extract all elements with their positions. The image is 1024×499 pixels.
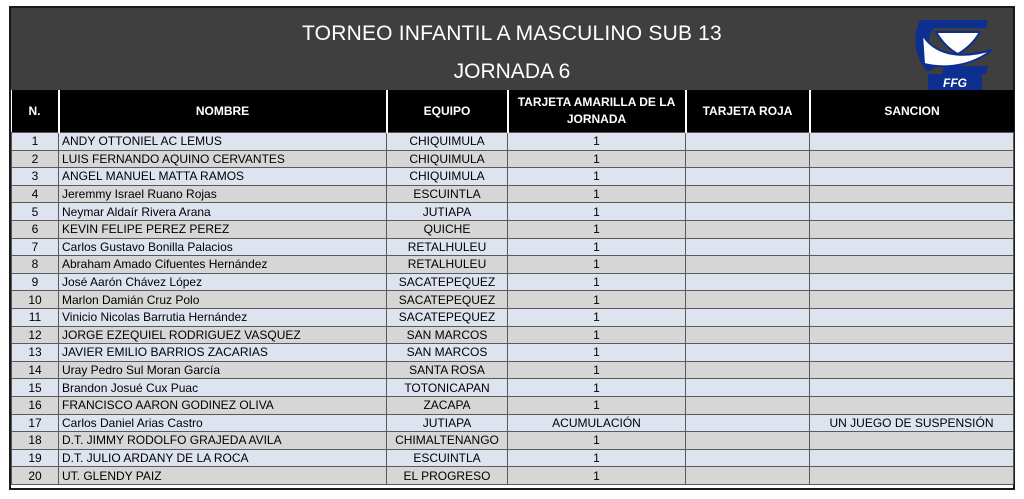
cell-tarjeta-roja — [686, 133, 810, 151]
cell-tarjeta-amarilla: 1 — [508, 308, 686, 326]
table-row — [12, 256, 1014, 274]
cell-number: 10 — [12, 291, 59, 309]
cell-tarjeta-roja — [686, 273, 810, 291]
cell-sancion — [810, 220, 1014, 238]
table-row — [12, 467, 1014, 485]
cell-tarjeta-amarilla: 1 — [508, 326, 686, 344]
cell-sancion — [810, 238, 1014, 256]
cell-number: 2 — [12, 150, 59, 168]
cell-sancion: UN JUEGO DE SUSPENSIÓN — [810, 414, 1014, 432]
header-banner — [11, 8, 1013, 90]
cell-number: 16 — [12, 396, 59, 414]
sanctions-sheet — [9, 6, 1015, 490]
cell-tarjeta-amarilla: 1 — [508, 203, 686, 221]
cell-tarjeta-amarilla: 1 — [508, 344, 686, 362]
cell-sancion — [810, 256, 1014, 274]
cell-tarjeta-amarilla: 1 — [508, 467, 686, 485]
cell-tarjeta-roja — [686, 414, 810, 432]
cell-number: 8 — [12, 256, 59, 274]
cell-tarjeta-roja — [686, 168, 810, 186]
cell-sancion — [810, 150, 1014, 168]
cell-equipo: JUTIAPA — [387, 414, 508, 432]
cell-tarjeta-amarilla: 1 — [508, 185, 686, 203]
cell-tarjeta-amarilla: 1 — [508, 133, 686, 151]
cell-tarjeta-amarilla: ACUMULACIÓN — [508, 414, 686, 432]
cell-tarjeta-roja — [686, 185, 810, 203]
cell-tarjeta-amarilla: 1 — [508, 238, 686, 256]
cell-nombre: ANGEL MANUEL MATTA RAMOS — [59, 168, 387, 186]
cell-nombre: UT. GLENDY PAIZ — [59, 467, 387, 485]
cell-nombre: LUIS FERNANDO AQUINO CERVANTES — [59, 150, 387, 168]
cell-tarjeta-roja — [686, 396, 810, 414]
cell-nombre: Neymar Aldaír Rivera Arana — [59, 203, 387, 221]
cell-equipo: RETALHULEU — [387, 256, 508, 274]
cell-sancion — [810, 308, 1014, 326]
cell-tarjeta-roja — [686, 344, 810, 362]
cell-equipo: SACATEPEQUEZ — [387, 308, 508, 326]
cell-number: 3 — [12, 168, 59, 186]
table-row — [12, 449, 1014, 467]
cell-equipo: SAN MARCOS — [387, 344, 508, 362]
col-header-equipo: EQUIPO — [387, 90, 508, 133]
table-row — [12, 396, 1014, 414]
cell-equipo: CHIQUIMULA — [387, 133, 508, 151]
cell-tarjeta-amarilla: 1 — [508, 396, 686, 414]
cell-number: 11 — [12, 308, 59, 326]
table-row — [12, 203, 1014, 221]
cell-equipo: CHIQUIMULA — [387, 168, 508, 186]
cell-equipo: CHIMALTENANGO — [387, 432, 508, 450]
cell-equipo: SANTA ROSA — [387, 361, 508, 379]
table-row — [12, 273, 1014, 291]
cell-number: 4 — [12, 185, 59, 203]
cell-tarjeta-roja — [686, 379, 810, 397]
table-row — [12, 379, 1014, 397]
cell-tarjeta-roja — [686, 220, 810, 238]
table-row — [12, 326, 1014, 344]
cell-sancion — [810, 361, 1014, 379]
cell-number: 1 — [12, 133, 59, 151]
cell-nombre: Jeremmy Israel Ruano Rojas — [59, 185, 387, 203]
col-header-sancion: SANCION — [810, 90, 1014, 133]
cell-tarjeta-amarilla: 1 — [508, 150, 686, 168]
table-row — [12, 133, 1014, 151]
cell-number: 13 — [12, 344, 59, 362]
table-row — [12, 361, 1014, 379]
table-header-row — [12, 90, 1014, 133]
table-row — [12, 185, 1014, 203]
cell-sancion — [810, 185, 1014, 203]
cell-sancion — [810, 379, 1014, 397]
cell-equipo: QUICHE — [387, 220, 508, 238]
cell-tarjeta-roja — [686, 326, 810, 344]
cell-number: 17 — [12, 414, 59, 432]
cell-number: 5 — [12, 203, 59, 221]
cell-sancion — [810, 203, 1014, 221]
cell-nombre: ANDY OTTONIEL AC LEMUS — [59, 133, 387, 151]
cell-tarjeta-amarilla: 1 — [508, 256, 686, 274]
cell-number: 9 — [12, 273, 59, 291]
col-header-number: N. — [12, 90, 59, 133]
cell-tarjeta-roja — [686, 361, 810, 379]
cell-nombre: FRANCISCO AARON GODINEZ OLIVA — [59, 396, 387, 414]
cell-sancion — [810, 168, 1014, 186]
cell-nombre: Brandon Josué Cux Puac — [59, 379, 387, 397]
cell-number: 12 — [12, 326, 59, 344]
cell-nombre: Vinicio Nicolas Barrutia Hernández — [59, 308, 387, 326]
cell-equipo: CHIQUIMULA — [387, 150, 508, 168]
table-row — [12, 414, 1014, 432]
cell-equipo: SACATEPEQUEZ — [387, 273, 508, 291]
cell-tarjeta-roja — [686, 150, 810, 168]
cell-tarjeta-amarilla: 1 — [508, 168, 686, 186]
cell-number: 15 — [12, 379, 59, 397]
cell-number: 6 — [12, 220, 59, 238]
cell-equipo: JUTIAPA — [387, 203, 508, 221]
cell-nombre: JAVIER EMILIO BARRIOS ZACARIAS — [59, 344, 387, 362]
cell-tarjeta-roja — [686, 449, 810, 467]
table-row — [12, 344, 1014, 362]
cell-nombre: Marlon Damián Cruz Polo — [59, 291, 387, 309]
table-row — [12, 168, 1014, 186]
cell-tarjeta-amarilla: 1 — [508, 432, 686, 450]
cell-equipo: SAN MARCOS — [387, 326, 508, 344]
cell-sancion — [810, 449, 1014, 467]
cell-sancion — [810, 432, 1014, 450]
cell-sancion — [810, 396, 1014, 414]
cell-tarjeta-roja — [686, 432, 810, 450]
cell-nombre: Carlos Daniel Arias Castro — [59, 414, 387, 432]
cell-number: 19 — [12, 449, 59, 467]
cell-tarjeta-roja — [686, 238, 810, 256]
matchday-title: JORNADA 6 — [453, 60, 571, 83]
cell-tarjeta-roja — [686, 203, 810, 221]
cell-tarjeta-roja — [686, 291, 810, 309]
cell-tarjeta-amarilla: 1 — [508, 379, 686, 397]
table-row — [12, 432, 1014, 450]
cell-sancion — [810, 133, 1014, 151]
cell-nombre: D.T. JIMMY RODOLFO GRAJEDA AVILA — [59, 432, 387, 450]
ffg-logo-icon — [914, 14, 994, 90]
cell-tarjeta-amarilla: 1 — [508, 220, 686, 238]
col-header-tarjeta-amarilla: TARJETA AMARILLA DE LA JORNADA — [508, 90, 686, 133]
cell-sancion — [810, 273, 1014, 291]
cell-number: 18 — [12, 432, 59, 450]
table-row — [12, 291, 1014, 309]
cell-sancion — [810, 344, 1014, 362]
cell-nombre: José Aarón Chávez López — [59, 273, 387, 291]
cell-equipo: TOTONICAPAN — [387, 379, 508, 397]
cell-equipo: ZACAPA — [387, 396, 508, 414]
cell-tarjeta-roja — [686, 308, 810, 326]
cell-equipo: EL PROGRESO — [387, 467, 508, 485]
cell-tarjeta-amarilla: 1 — [508, 291, 686, 309]
cell-tarjeta-roja — [686, 467, 810, 485]
cell-equipo: ESCUINTLA — [387, 449, 508, 467]
col-header-tarjeta-roja: TARJETA ROJA — [686, 90, 810, 133]
cell-nombre: Abraham Amado Cifuentes Hernández — [59, 256, 387, 274]
table-row — [12, 220, 1014, 238]
cell-sancion — [810, 467, 1014, 485]
col-header-nombre: NOMBRE — [59, 90, 387, 133]
table-row — [12, 238, 1014, 256]
cell-number: 7 — [12, 238, 59, 256]
cell-tarjeta-amarilla: 1 — [508, 273, 686, 291]
cell-tarjeta-amarilla: 1 — [508, 449, 686, 467]
cell-nombre: Uray Pedro Sul Moran García — [59, 361, 387, 379]
cell-number: 20 — [12, 467, 59, 485]
cell-tarjeta-roja — [686, 256, 810, 274]
sanctions-table — [11, 90, 1014, 485]
cell-nombre: Carlos Gustavo Bonilla Palacios — [59, 238, 387, 256]
cell-nombre: JORGE EZEQUIEL RODRIGUEZ VASQUEZ — [59, 326, 387, 344]
logo-text: FFG — [943, 76, 967, 90]
cell-nombre: D.T. JULIO ARDANY DE LA ROCA — [59, 449, 387, 467]
tournament-title: TORNEO INFANTIL A MASCULINO SUB 13 — [302, 22, 722, 45]
cell-sancion — [810, 326, 1014, 344]
cell-nombre: KEVIN FELIPE PEREZ PEREZ — [59, 220, 387, 238]
cell-equipo: ESCUINTLA — [387, 185, 508, 203]
table-row — [12, 308, 1014, 326]
cell-tarjeta-amarilla: 1 — [508, 361, 686, 379]
cell-sancion — [810, 291, 1014, 309]
cell-equipo: RETALHULEU — [387, 238, 508, 256]
cell-number: 14 — [12, 361, 59, 379]
cell-equipo: SACATEPEQUEZ — [387, 291, 508, 309]
table-row — [12, 150, 1014, 168]
